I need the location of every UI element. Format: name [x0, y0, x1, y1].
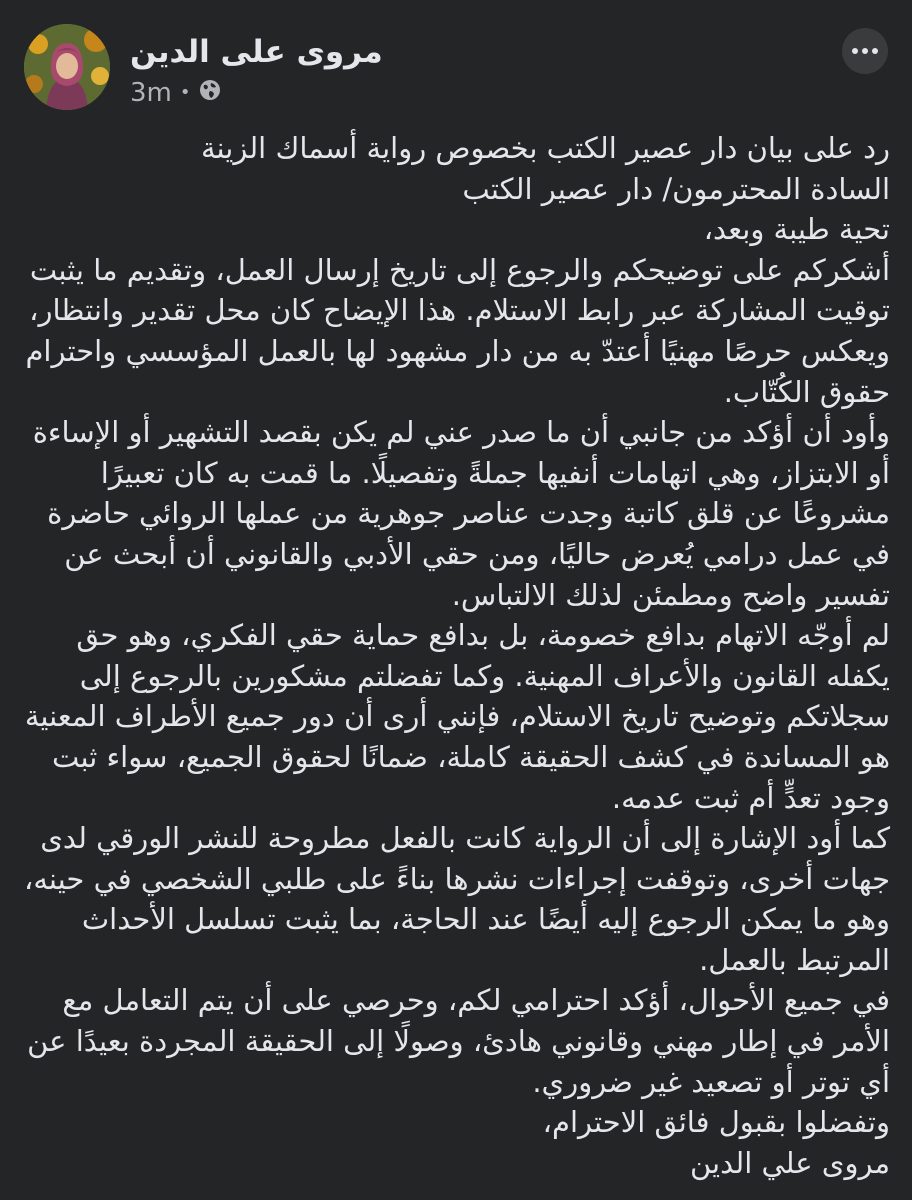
more-options-button[interactable]: [842, 28, 888, 74]
post-meta: [130, 78, 221, 108]
meta-separator: •: [179, 82, 191, 103]
post-paragraph: أشكركم على توضيحكم والرجوع إلى تاريخ إرسال العمل، وتقديم ما يثبت توقيت المشاركة عبر رابط الاستلام. هذا الإيضاح كان محل تقدير وانتظار، ويعكس حرصًا مهنيًا أعتدّ به من دار مشهود لها بالعمل المؤسسي واحترام حقوق الكُتّاب.: [25, 252, 890, 409]
post-timestamp[interactable]: 3m: [130, 78, 172, 108]
post-closing: وتفضلوا بقبول فائق الاحترام،: [542, 1105, 890, 1140]
avatar-image: [24, 24, 110, 110]
post-title-line: رد على بيان دار عصير الكتب بخصوص رواية أسماك الزينة: [200, 131, 890, 165]
globe-icon[interactable]: [199, 78, 221, 108]
post-paragraph: كما أود الإشارة إلى أن الرواية كانت بالفعل مطروحة للنشر الورقي لدى جهات أخرى، وتوقفت إجراءات نشرها بناءً على طلبي الشخصي في حينه، وهو ما يمكن الرجوع إليه أيضًا عند الحاجة، بما يثبت تسلسل الأحداث المرتبط بالعمل.: [24, 821, 890, 977]
post-paragraph: في جميع الأحوال، أؤكد احترامي لكم، وحرصي على أن يتم التعامل مع الأمر في إطار مهني وقانوني هادئ، وصولًا إلى الحقيقة المجردة بعيدًا عن أي توتر أو تصعيد غير ضروري.: [27, 983, 890, 1099]
post-salutation: السادة المحترمون/ دار عصير الكتب: [462, 171, 890, 206]
more-dots-icon: [852, 48, 858, 54]
post-header: [24, 24, 888, 110]
post-body: [22, 128, 890, 1183]
post-greeting: تحية طيبة وبعد،: [703, 212, 890, 247]
post-paragraph: وأود أن أؤكد من جانبي أن ما صدر عني لم يكن بقصد التشهير أو الإساءة أو الابتزاز، وهي اتهامات أنفيها جملةً وتفصيلًا. ما قمت به كان تعبيرًا مشروعًا عن قلق كاتبة وجدت عناصر جوهرية من عملها الروائي حاضرة في عمل درامي يُعرض حاليًا، ومن حقي الأدبي والقانوني أن أبحث عن تفسير واضح ومطمئن لذلك الالتباس.: [32, 415, 890, 612]
post-signature: مروى علي الدين: [689, 1145, 890, 1180]
post-paragraph: لم أوجّه الاتهام بدافع خصومة، بل بدافع حماية حقي الفكري، وهو حق يكفله القانون والأعراف المهنية. وكما تفضلتم مشكورين بالرجوع إلى سجلاتكم وتوضيح تاريخ الاستلام، فإنني أرى أن دور جميع الأطراف المعنية هو المساندة في كشف الحقيقة كاملة، ضمانًا لحقوق الجميع، سواء ثبت وجود تعدٍّ أم ثبت عدمه.: [24, 618, 890, 815]
avatar[interactable]: [24, 24, 110, 110]
author-name[interactable]: مروى على الدين: [130, 34, 383, 70]
